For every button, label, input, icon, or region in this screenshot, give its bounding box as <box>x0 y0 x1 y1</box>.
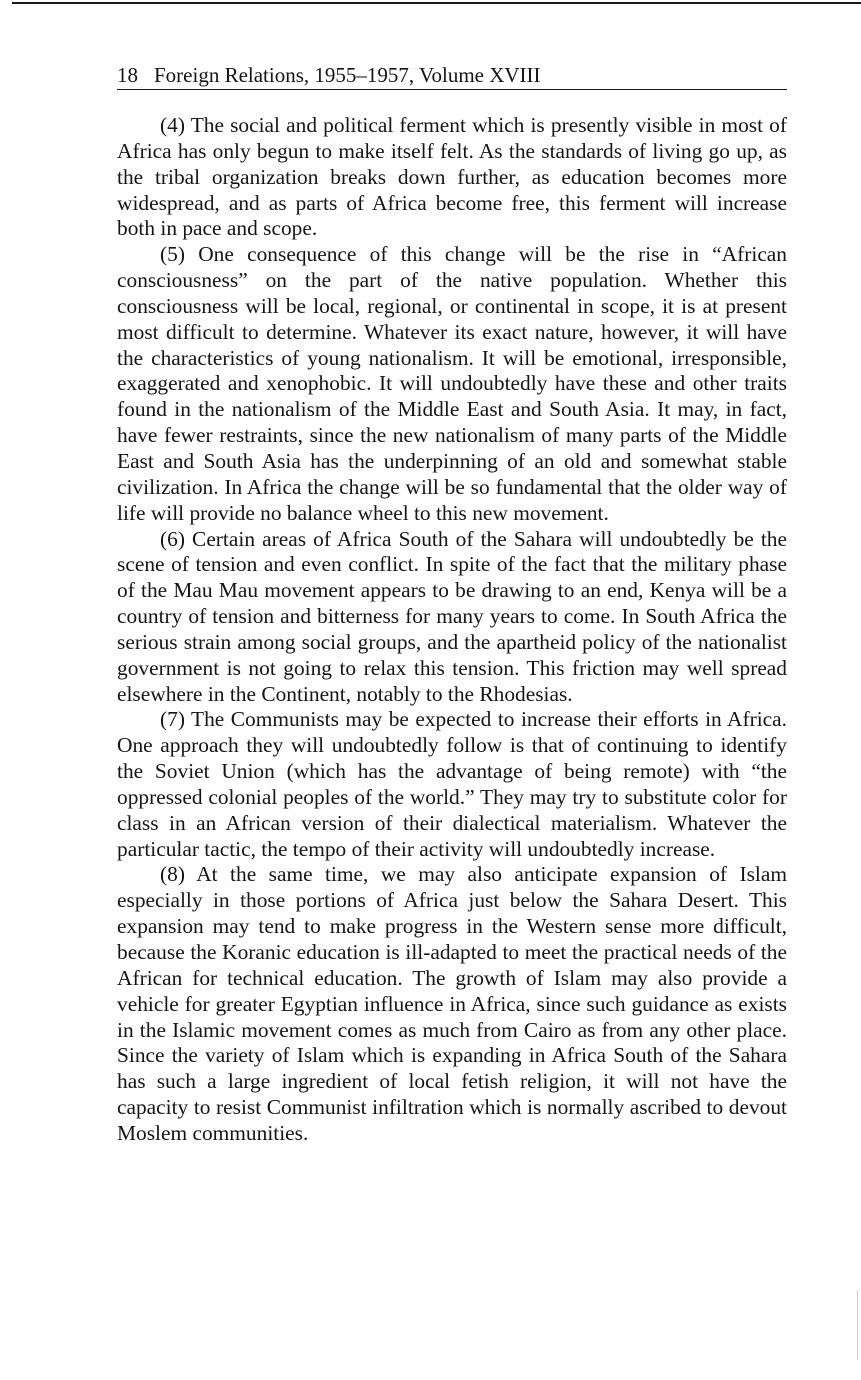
paragraph-6: (6) Certain areas of Africa South of the Sahara will undoubtedly be the scene of tension and even conflict. In spite of the fact that the military phase of the Mau Mau movement appears to be drawing to an end, Kenya will be a country of tension and bitterness for many years to come. In South Africa the serious strain among social groups, and the apartheid policy of the nationalist government is not going to relax this tension. This friction may well spread elsewhere in the Continent, notably to the Rhodesias. <box>117 526 787 706</box>
paragraph-7: (7) The Communists may be expected to increase their efforts in Africa. One approach they will undoubtedly follow is that of continuing to identify the Soviet Union (which has the advantage of being remote) with “the oppressed colonial peoples of the world.” They may try to substitute color for class in an African version of their dialectical materialism. Whatever the particular tactic, the tempo of their activity will undoubtedly increase. <box>117 707 787 861</box>
paragraph-5: (5) One consequence of this change will be the rise in “African consciousness” on the part of the native population. Whether this consciousness will be local, regional, or continental in scope, it is at present most difficult to determine. Whatever its exact nature, however, it will have the characteristics of young nationalism. It will be emotional, irresponsible, exaggerated and xenophobic. It will undoubtedly have these and other traits found in the nationalism of the Middle East and South Asia. It may, in fact, have fewer restraints, since the new nationalism of many parts of the Middle East and South Asia has the underpinning of an old and somewhat stable civilization. In Africa the change will be so fundamental that the older way of life will provide no balance wheel to this new movement. <box>117 242 787 525</box>
page-number: 18 <box>117 63 138 87</box>
page-right-edge <box>857 1290 858 1360</box>
body-text <box>117 113 787 1147</box>
page-top-edge <box>12 2 861 4</box>
document-page <box>117 62 787 1147</box>
paragraph-4: (4) The social and political ferment which is presently visible in most of Africa has only begun to make itself felt. As the standards of living go up, as the tribal organization breaks down further, as education becomes more widespread, and as parts of Africa become free, this ferment will increase both in pace and scope. <box>117 113 787 241</box>
running-header <box>117 62 787 90</box>
paragraph-8: (8) At the same time, we may also anticipate expansion of Islam especially in those portions of Africa just below the Sahara Desert. This expansion may tend to make progress in the Western sense more difficult, because the Koranic education is ill-adapted to meet the practical needs of the African for technical education. The growth of Islam may also provide a vehicle for greater Egyptian influence in Africa, since such guidance as exists in the Islamic movement comes as much from Cairo as from any other place. Since the variety of Islam which is expanding in Africa South of the Sahara has such a large ingredient of local fetish religion, it will not have the capacity to resist Communist infiltration which is normally ascribed to devout Moslem communities. <box>117 862 787 1145</box>
running-title: Foreign Relations, 1955–1957, Volume XVIII <box>154 63 541 87</box>
